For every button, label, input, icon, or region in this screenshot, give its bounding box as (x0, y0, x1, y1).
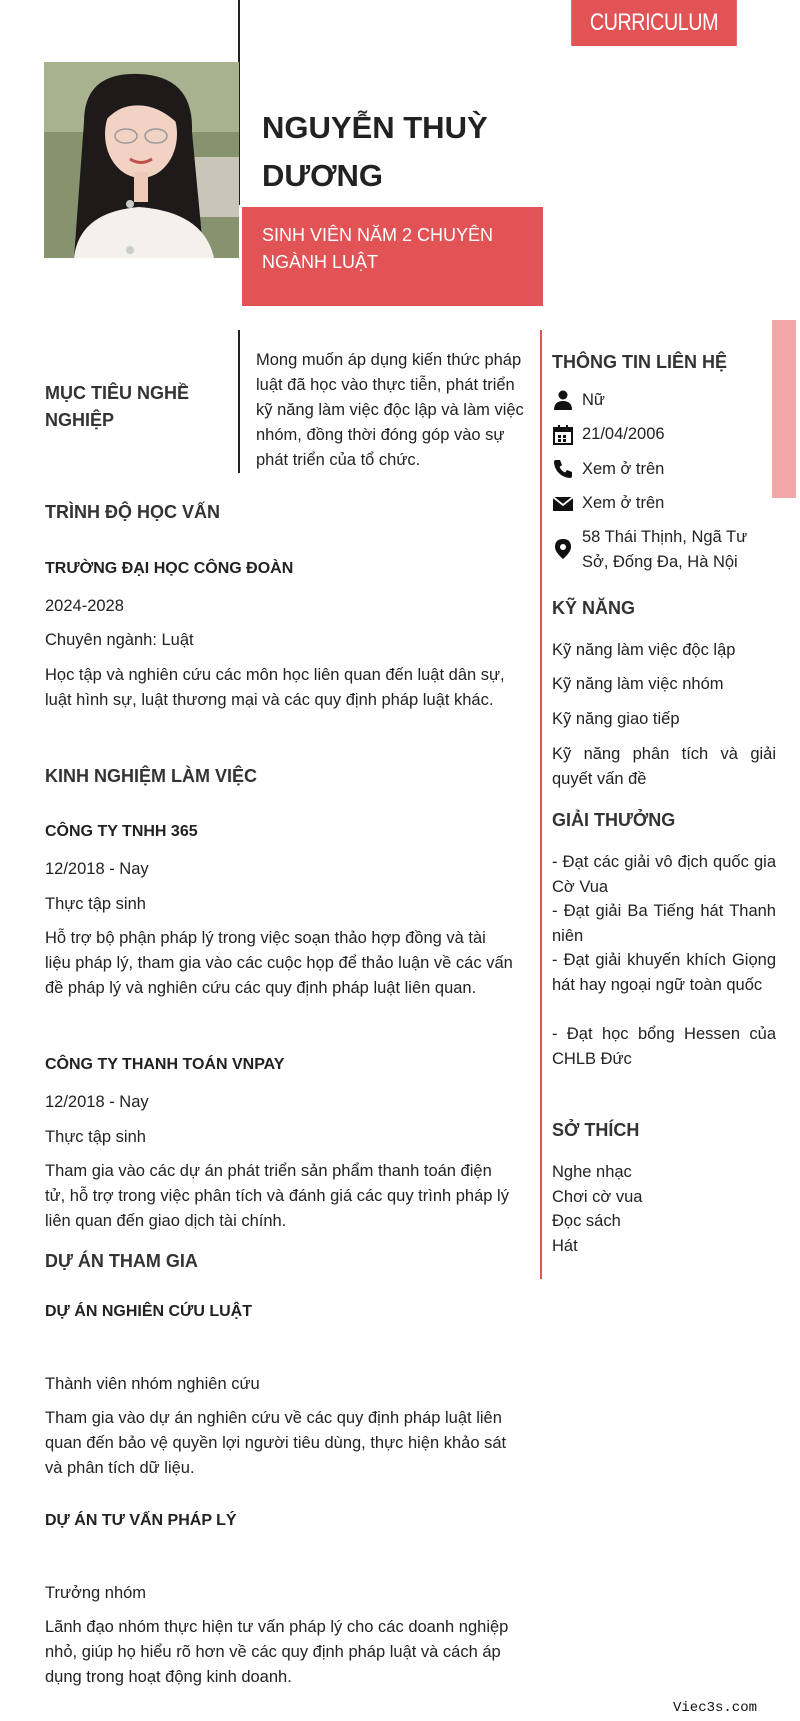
skills-heading: KỸ NĂNG (552, 598, 636, 618)
skill-item: Kỹ năng làm việc độc lập (552, 641, 736, 659)
project-description: Lãnh đạo nhóm thực hiện tư vấn pháp lý cho các doanh nghiệp nhỏ, giúp họ hiểu rõ hơn về các quy định pháp luật và cách áp dụng trong hoạt động kinh doanh. (45, 1618, 509, 1686)
side-accent-bar (772, 320, 796, 498)
name-line-1: NGUYỄN THUỲ (262, 110, 488, 145)
role-title: SINH VIÊN NĂM 2 CHUYÊN NGÀNH LUẬT (262, 225, 494, 272)
contact-heading: THÔNG TIN LIÊN HỆ (552, 352, 727, 372)
project-role: Thành viên nhóm nghiên cứu (45, 1375, 260, 1393)
award-item: - Đạt các giải vô địch quốc gia Cờ Vua (552, 853, 776, 896)
mail-icon (552, 493, 574, 515)
hobby-item: Hát (552, 1237, 578, 1255)
portrait-image (44, 62, 239, 258)
awards-heading: GIẢI THƯỞNG (552, 810, 676, 830)
objective-heading: MỤC TIÊU NGHỀ NGHIỆP (45, 383, 189, 430)
hobby-item: Nghe nhạc (552, 1163, 632, 1181)
contact-email[interactable]: Xem ở trên (582, 494, 665, 512)
project-description: Tham gia vào dự án nghiên cứu về các quy định pháp luật liên quan đến bảo vệ quyền lợi người tiêu dùng, thực hiện khảo sát và phân tích dữ liệu. (45, 1409, 507, 1477)
experience-heading: KINH NGHIỆM LÀM VIỆC (45, 766, 258, 786)
award-item: - Đạt giải Ba Tiếng hát Thanh niên (552, 902, 776, 945)
hobby-item: Đọc sách (552, 1212, 621, 1230)
hobby-item: Chơi cờ vua (552, 1188, 643, 1206)
job-description: Hỗ trợ bộ phận pháp lý trong việc soạn thảo hợp đồng và tài liệu pháp lý, tham gia vào các cuộc họp để thảo luận về các vấn đề pháp lý và nghiên cứu các quy định pháp luật liên quan. (45, 929, 513, 997)
skill-item: Kỹ năng giao tiếp (552, 710, 680, 728)
location-pin-icon (552, 538, 574, 560)
contact-address: 58 Thái Thịnh, Ngã Tư Sở, Đống Đa, Hà Nội (582, 528, 748, 571)
skill-item: Kỹ năng phân tích và giải quyết vấn đề (552, 745, 776, 788)
company-name: CÔNG TY THANH TOÁN VNPAY (45, 1056, 285, 1073)
watermark: Viec3s.com (673, 1700, 758, 1716)
projects-heading: DỰ ÁN THAM GIA (45, 1251, 198, 1271)
name-line-2: DƯƠNG (262, 158, 384, 193)
contact-birthday: 21/04/2006 (582, 425, 665, 443)
award-item: - Đạt học bổng Hessen của CHLB Đức (552, 1025, 776, 1068)
education-major: Chuyên ngành: Luật (45, 631, 194, 649)
calendar-icon (552, 424, 574, 446)
award-item: - Đạt giải khuyến khích Giọng hát hay ngoại ngữ toàn quốc (552, 951, 776, 994)
school-name: TRƯỜNG ĐẠI HỌC CÔNG ĐOÀN (45, 560, 294, 577)
objective-text: Mong muốn áp dụng kiến thức pháp luật đã học vào thực tiễn, phát triển kỹ năng làm việc độc lập và làm việc nhóm, đồng thời đóng góp vào sự phát triển của tổ chức. (256, 351, 524, 469)
contact-gender: Nữ (582, 391, 605, 409)
skill-item: Kỹ năng làm việc nhóm (552, 675, 724, 693)
company-name: CÔNG TY TNHH 365 (45, 823, 198, 840)
contact-phone[interactable]: Xem ở trên (582, 460, 665, 478)
column-divider (540, 330, 542, 1279)
education-period: 2024-2028 (45, 597, 124, 615)
hobbies-heading: SỞ THÍCH (552, 1120, 640, 1140)
project-role: Trưởng nhóm (45, 1584, 147, 1602)
education-description: Học tập và nghiên cứu các môn học liên quan đến luật dân sự, luật hình sự, luật thương mại và các quy định pháp luật khác. (45, 666, 505, 709)
job-description: Tham gia vào các dự án phát triển sản phẩm thanh toán điện tử, hỗ trợ trong việc phân tích và đánh giá các quy trình pháp lý liên quan đến giao dịch tài chính. (45, 1162, 509, 1230)
phone-icon (552, 458, 574, 480)
education-heading: TRÌNH ĐỘ HỌC VẤN (45, 502, 220, 522)
cv-banner: CURRICULUM VITAE (571, 0, 737, 46)
person-icon (552, 389, 574, 411)
candidate-name (262, 104, 552, 200)
objective-divider (238, 330, 240, 473)
job-period: 12/2018 - Nay (45, 860, 149, 878)
job-position: Thực tập sinh (45, 895, 146, 913)
project-name: DỰ ÁN TƯ VẤN PHÁP LÝ (45, 1512, 237, 1529)
project-name: DỰ ÁN NGHIÊN CỨU LUẬT (45, 1303, 252, 1320)
job-period: 12/2018 - Nay (45, 1093, 149, 1111)
job-position: Thực tập sinh (45, 1128, 146, 1146)
profile-photo (44, 62, 239, 258)
